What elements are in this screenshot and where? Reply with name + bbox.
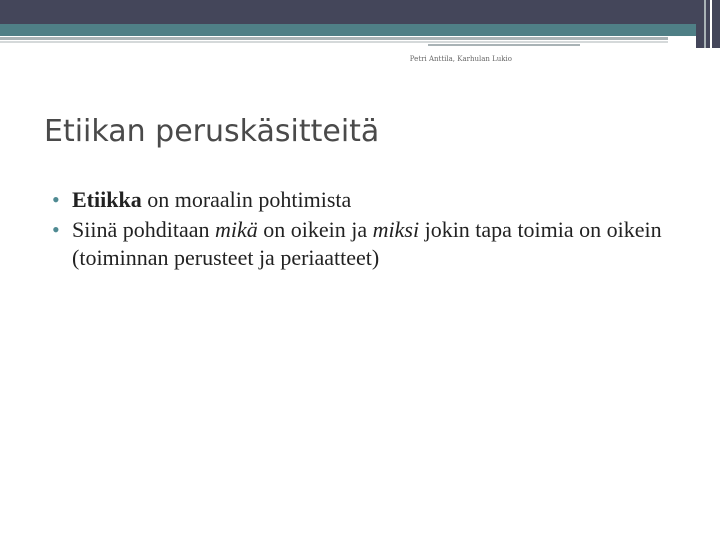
bullet-bold-term: Etiikka [72,187,142,212]
header-corner-stripe-2 [704,0,706,48]
bullet-text: on oikein ja [257,217,373,242]
header-rule-3 [428,44,580,46]
slide-title: Etiikan peruskäsitteitä [44,114,380,149]
bullet-dot-icon: • [52,217,60,242]
author-label: Petri Anttila, Karhulan Lukio [409,55,512,63]
bullet-item [52,216,672,272]
header-band-dark [0,0,720,24]
bullet-text: Siinä pohditaan [72,217,215,242]
bullet-list [52,186,672,274]
header-corner-stripe [710,0,712,48]
bullet-dot-icon: • [52,187,60,212]
header-band-teal [0,24,720,36]
bullet-italic-term: miksi [372,217,420,242]
bullet-italic-term: mikä [214,217,258,242]
header-rule-2 [0,41,668,43]
bullet-text: on moraalin pohtimista [141,187,352,212]
bullet-item [52,186,672,214]
bullet-text: jokin tapa toimia on oikein (toiminnan perusteet ja periaatteet) [72,217,662,270]
header-corner-block [696,0,720,48]
header-rule-1 [0,37,668,40]
